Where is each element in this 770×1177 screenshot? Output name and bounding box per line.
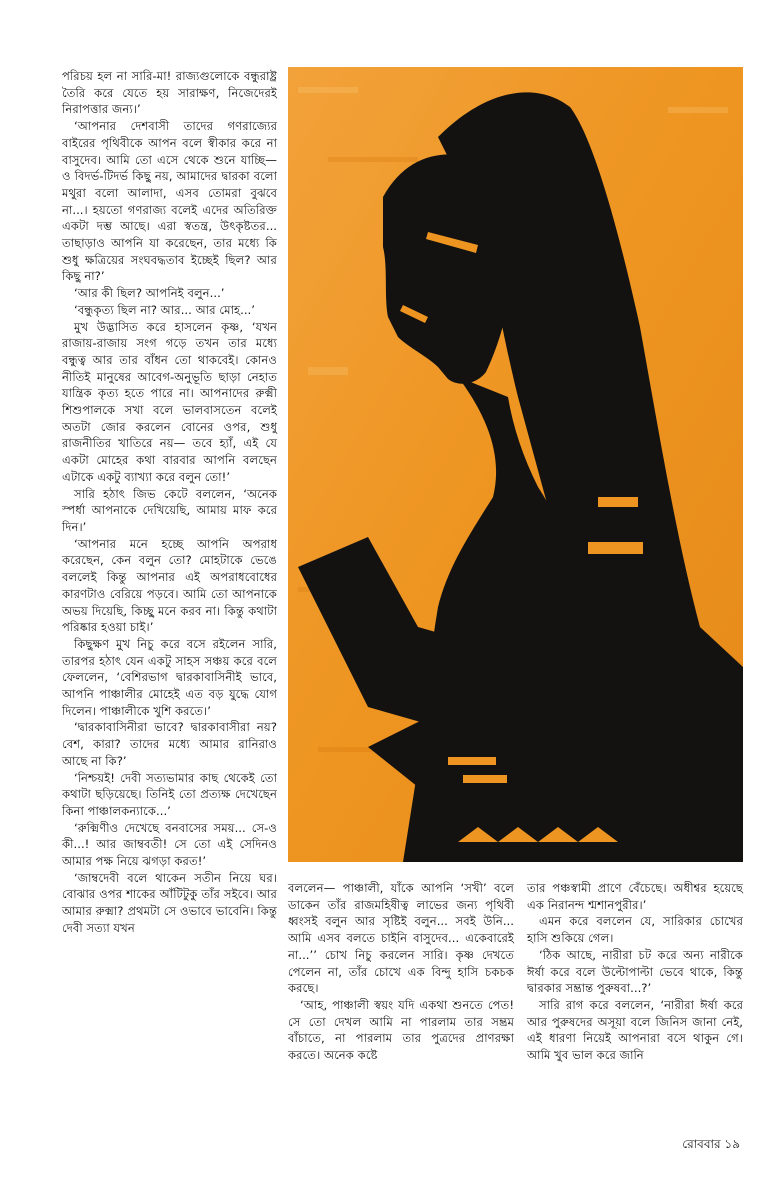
paragraph: ‘ঠিক আছে, নারীরা চট করে অন্য নারীকে ঈর্ষা করে বলে উল্টোপাল্টা ভেবে থাকে, কিন্তু দ্বারকার সম্ভ্রান্ত পুরুষবা...?’ <box>527 947 743 996</box>
paragraph: মুখ উদ্ভাসিত করে হাসলেন কৃষ্ণ, ‘যখন রাজায়-রাজায় সংগ গড়ে তখন তার মধ্যে বন্ধুত্ব আর তার বাঁধন তো থাকবেই। কোনও নীতিই মানুষের আবেগ-অনুভূতি ছাড়া নেহাত যান্ত্রিক কৃত্য হতে পারে না। আপনাদের রুক্মী শিশুপালকে সখা বলে ভালবাসতেন বলেই অতটা জোর করলেন বোনের ওপর, শুধু রাজনীতির খাতিরে নয়— তবে হ্যাঁ, এই যে একটা মোহের কথা বারবার আপনি বলছেন এটাকে একটু ব্যাখ্যা করে বলুন তো!’ <box>62 319 277 484</box>
silhouette-artwork <box>288 67 743 862</box>
paragraph: তার পঞ্চস্বামী প্রাণে বেঁচেছে। অধীশ্বর হয়েছে এক নিরানন্দ শ্মশানপুরীর।’ <box>527 881 743 912</box>
paragraph: পরিচয় হল না সারি-মা! রাজ্যগুলোকে বন্ধুরাষ্ট্র তৈরি করে যেতে হয় সারাক্ষণ, নিজেদেরই নিরাপত্তার জন্য।’ <box>62 69 277 117</box>
paragraph: ‘আপনার মনে হচ্ছে আপনি অপরাধ করেছেন, কেন বলুন তো? মোহটাকে ভেঙে বললেই কিন্তু আপনার এই অপরাধবোধের কারণটাও বেরিয়ে পড়বে। আমি তো আপনাকে অভয় দিয়েছি, কিচ্ছু মনে করব না। কিন্তু কথাটা পরিষ্কার হওয়া চাই।’ <box>62 536 277 635</box>
page-footer: রোববার ১৯ <box>682 1137 740 1151</box>
paragraph: ‘আপনার দেশবাসী তাদের গণরাজ্যের বাইরের পৃথিবীকে আপন বলে স্বীকার করে না বাসুদেব। আমি তো এসে থেকে শুনে যাচ্ছি— ও বিদর্ভ-টিদর্ভ কিছু নয়, আমাদের দ্বারকা বলো মথুরা বলো আলাদা, এসব তোমরা বুঝবে না...। হয়তো গণরাজ্য বলেই এদের অতিরিক্ত একটা দম্ভ আছে। এরা স্বতন্ত্র, উৎকৃষ্টতর... তাছাড়াও আপনি যা করেছেন, তার মধ্যে কি শুধু ক্ষত্রিয়ের সংঘবদ্ধতাব ইচ্ছেই ছিল? আর কিছু না?’ <box>62 119 277 284</box>
paragraph: ‘আহ, পাঞ্চালী স্বয়ং যদি একথা শুনতে পেত! সে তো দেখল আমি না পারলাম তার সম্ভ্রম বাঁচাতে, না পারলাম তার পুত্রদের প্রাণরক্ষা করতে। অনেক কষ্টে <box>288 997 514 1063</box>
article-column-1 <box>62 68 277 937</box>
paragraph: এমন করে বললেন যে, সারিকার চোখের হাসি শুকিয়ে গেল। <box>527 914 743 946</box>
paragraph: বললেন— পাঞ্চালী, যাঁকে আপনি ‘সখী’ বলে ডাকেন তাঁর রাজমহিষীত্ব লাভের জন্য পৃথিবী ধ্বংসই বলুন আর সৃষ্টিই বলুন... সবই উনি... আমি এসব বলতে চাইনি বাসুদেব... একেবারেই না...’’ চোখ নিচু করলেন সারি। কৃষ্ণ দেখতে পেলেন না, তাঁর চোখে এক বিন্দু হাসি চকচক করছে। <box>288 881 514 996</box>
paragraph: কিছুক্ষণ মুখ নিচু করে বসে রইলেন সারি, তারপর হঠাৎ যেন একটু সাহস সঞ্চয় করে বলে ফেললেন, ‘বেশিরভাগ দ্বারকাবাসিনীই ভাবে, আপনি পাঞ্চালীর মোহেই এত বড় যুদ্ধে যোগ দিলেন। পাঞ্চালীকে খুশি করতে।’ <box>62 636 277 718</box>
paragraph: সারি রাগ করে বললেন, ‘নারীরা ঈর্ষা করে আর পুরুষদের অসূয়া বলে জিনিস জানা নেই, এই ধারণা নিয়েই আপনারা বসে থাকুন গে। আমি খুব ভাল করে জানি <box>527 997 743 1063</box>
paragraph: ‘দ্বারকাবাসিনীরা ভাবে? দ্বারকাবাসীরা নয়? বেশ, কারা? তাদের মধ্যে আমার রানিরাও আছে না কি?’ <box>62 720 277 768</box>
paragraph: ‘রুক্মিণীও দেখেছে বনবাসের সময়... সে-ও কী...! আর জাম্ববতী! সে তো এই সেদিনও আমার পক্ষ নিয়ে ঝগড়া করত!’ <box>62 820 277 869</box>
bangle-stripe <box>448 757 496 765</box>
illustration-woman-silhouette <box>288 67 743 862</box>
paragraph: সারি হঠাৎ জিভ কেটে বললেন, ‘অনেক স্পর্ধা আপনাকে দেখিয়েছি, আমায় মাফ করে দিন।’ <box>62 486 277 534</box>
paragraph: ‘জাম্বদেবী বলে থাকেন সতীন নিয়ে ঘর। বোঝার ওপর শাকের আঁটিটুকু তাঁর সইবে। আর আমার রুক্মা? প্রথমটা সে ওভাবে ভাবেনি। কিন্তু দেবী সত্যা যখন <box>62 870 277 935</box>
article-column-2 <box>288 880 514 1064</box>
bangle-stripe <box>588 542 643 554</box>
paragraph: ‘বন্ধুকৃত্য ছিল না? আর... আর মোহ...’ <box>74 302 255 317</box>
bangle-stripe <box>598 497 638 507</box>
article-column-3 <box>527 880 743 1064</box>
paragraph: ‘আর কী ছিল? আপনিই বলুন...’ <box>74 286 225 301</box>
bangle-stripe <box>463 775 507 783</box>
paragraph: ‘নিশ্চয়ই! দেবী সত্যভামার কাছ থেকেই তো কথাটা ছড়িয়েছে। তিনিই তো প্রত্যক্ষ দেখেছেন কিনা পাঞ্চালকন্যাকে...’ <box>62 770 277 818</box>
